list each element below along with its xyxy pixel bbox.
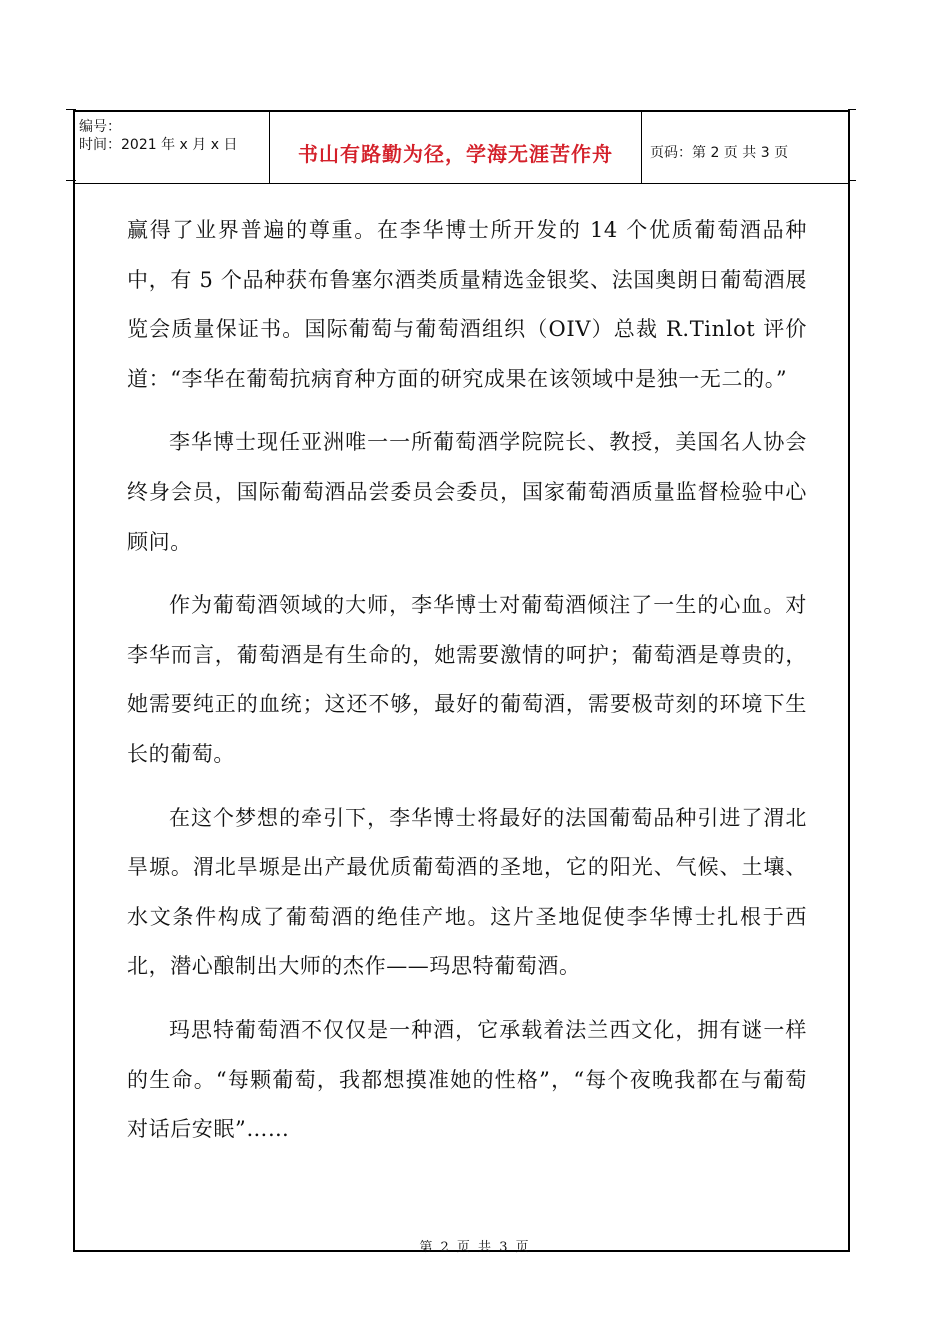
page-frame	[73, 110, 850, 1252]
paragraph: 作为葡萄酒领域的大师，李华博士对葡萄酒倾注了一生的心血。对李华而言，葡萄酒是有生命的，她需要激情的呵护；葡萄酒是尊贵的，她需要纯正的血统；这还不够，最好的葡萄酒，需要极苛刻的环境下生长的葡萄。	[127, 593, 807, 766]
number-label: 编号：	[79, 119, 121, 135]
header-motto-cell	[270, 112, 642, 184]
header-table	[75, 112, 848, 184]
time-label: 时间：2021 年 x 月 x 日	[79, 137, 238, 153]
page-info: 页码：第 2 页 共 3 页	[650, 145, 789, 161]
paragraph: 赢得了业界普遍的尊重。在李华博士所开发的 14 个优质葡萄酒品种中，有 5 个品种获布鲁塞尔酒类质量精选金银奖、法国奥朗日葡萄酒展览会质量保证书。国际葡萄与葡萄酒组织（OIV）总裁 R.Tinlot 评价道：“李华在葡萄抗病育种方面的研究成果在该领域中是独一无二的。”	[127, 218, 807, 391]
motto-text: 书山有路勤为径，学海无涯苦作舟	[298, 142, 613, 166]
page-footer: 第 2 页 共 3 页	[419, 1240, 531, 1255]
header-page-cell	[642, 112, 848, 184]
paragraph: 在这个梦想的牵引下，李华博士将最好的法国葡萄品种引进了渭北旱塬。渭北旱塬是出产最优质葡萄酒的圣地，它的阳光、气候、土壤、水文条件构成了葡萄酒的绝佳产地。这片圣地促使李华博士扎根于西北，潜心酿制出大师的杰作——玛思特葡萄酒。	[127, 805, 807, 979]
paragraph: 李华博士现任亚洲唯一一所葡萄酒学院院长、教授，美国名人协会终身会员，国际葡萄酒品尝委员会委员，国家葡萄酒质量监督检验中心顾问。	[127, 430, 807, 554]
paragraph: 玛思特葡萄酒不仅仅是一种酒，它承载着法兰西文化，拥有谜一样的生命。“每颗葡萄，我都想摸准她的性格”，“每个夜晚我都在与葡萄对话后安眠”……	[127, 1017, 807, 1142]
header-meta-cell	[75, 112, 270, 184]
document-body	[127, 206, 807, 1169]
